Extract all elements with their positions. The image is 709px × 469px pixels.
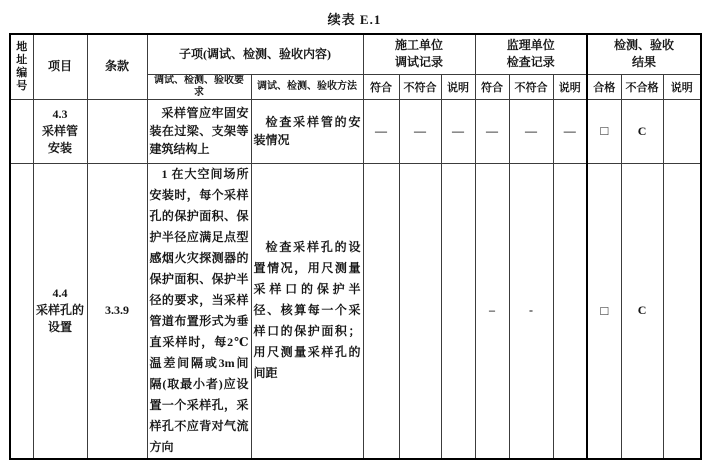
- header-supervision-conform: 符合: [475, 74, 509, 99]
- project-code: 4.4: [52, 286, 68, 300]
- header-clause: 条款: [87, 34, 147, 99]
- project-name-line2: 安装: [47, 140, 72, 155]
- header-result-remark: 说明: [663, 74, 701, 99]
- cell-supervision-nonconform: —: [509, 99, 553, 163]
- cell-construction-nonconform: —: [399, 99, 441, 163]
- cell-result-remark: [663, 163, 701, 459]
- header-construction-note: 说明: [441, 74, 475, 99]
- cell-result-pass-checkbox: □: [587, 163, 621, 459]
- cell-supervision-note: —: [553, 99, 587, 163]
- cell-result-remark: [663, 99, 701, 163]
- header-supervision-line1: 监理单位: [506, 38, 555, 53]
- table-row-4-4: [10, 163, 701, 459]
- header-supervision-line2: 检查记录: [506, 55, 555, 70]
- cell-requirement: [147, 99, 251, 163]
- cell-project: [33, 99, 87, 163]
- header-row-groups: [10, 34, 701, 74]
- cell-clause: 3.3.9: [87, 163, 147, 459]
- project-code: 4.3: [52, 106, 68, 121]
- header-construction-nonconform: 不符合: [399, 74, 441, 99]
- cell-construction-note: —: [441, 99, 475, 163]
- cell-project: [33, 163, 87, 459]
- project-name-line1: 采样孔的: [35, 303, 84, 317]
- acceptance-record-table: [9, 33, 702, 460]
- header-supervision-note: 说明: [553, 74, 587, 99]
- project-name-line1: 采样管: [41, 123, 78, 138]
- cell-construction-note: [441, 163, 475, 459]
- cell-result-fail: C: [621, 163, 663, 459]
- cell-requirement: [147, 163, 251, 459]
- table-row-4-3: [10, 99, 701, 163]
- cell-result-pass-checkbox: □: [587, 99, 621, 163]
- header-requirement: 调试、检测、验收要求: [147, 74, 251, 99]
- cell-supervision-nonconform: -: [509, 163, 553, 459]
- header-construction-line1: 施工单位: [394, 38, 443, 53]
- header-method: 调试、检测、验收方法: [251, 74, 363, 99]
- requirement-text: 1 在大空间场所安装时，每个采样孔的保护面积、保护半径应满足点型感烟火灾探测器的保护面积、保护半径的要求，当采样管道布置形式为垂直采样时，每2℃温差间隔或3m间隔(取最小者)应设置一个采样孔，采样孔不应背对气流方向: [149, 166, 249, 454]
- cell-method: [251, 99, 363, 163]
- cell-construction-nonconform: [399, 163, 441, 459]
- header-construction-unit-record: [363, 34, 475, 74]
- header-result-line1: 检测、验收: [614, 38, 675, 53]
- header-result-fail: 不合格: [621, 74, 663, 99]
- header-project: 项目: [33, 34, 87, 99]
- cell-supervision-conform: —: [475, 99, 509, 163]
- header-result-pass: 合格: [587, 74, 621, 99]
- header-subitem: 子项(调试、检测、验收内容): [147, 34, 363, 74]
- header-construction-line2: 调试记录: [394, 55, 443, 70]
- cell-address: [10, 99, 33, 163]
- header-construction-conform: 符合: [363, 74, 399, 99]
- header-supervision-nonconform: 不符合: [509, 74, 553, 99]
- method-text: 检查采样管的安装情况: [253, 115, 361, 147]
- cell-construction-conform: [363, 163, 399, 459]
- header-inspection-result: [587, 34, 701, 74]
- cell-clause: [87, 99, 147, 163]
- cell-supervision-note: [553, 163, 587, 459]
- page-title: 续表 E.1: [327, 12, 382, 27]
- cell-address: [10, 163, 33, 459]
- cell-method: [251, 163, 363, 459]
- cell-supervision-conform: –: [475, 163, 509, 459]
- header-result-line2: 结果: [632, 55, 657, 70]
- header-supervision-unit-record: [475, 34, 587, 74]
- cell-result-fail: C: [621, 99, 663, 163]
- method-text: 检查采样孔的设置情况，用尺测量采样口的保护半径、核算每一个采样口的保护面积；用尺测量采样孔的间距: [253, 240, 361, 380]
- requirement-text: 采样管应牢固安装在过梁、支架等建筑结构上: [149, 106, 249, 156]
- project-name-line2: 设置: [47, 320, 72, 334]
- header-address-number: 地址编号: [10, 34, 33, 99]
- cell-construction-conform: —: [363, 99, 399, 163]
